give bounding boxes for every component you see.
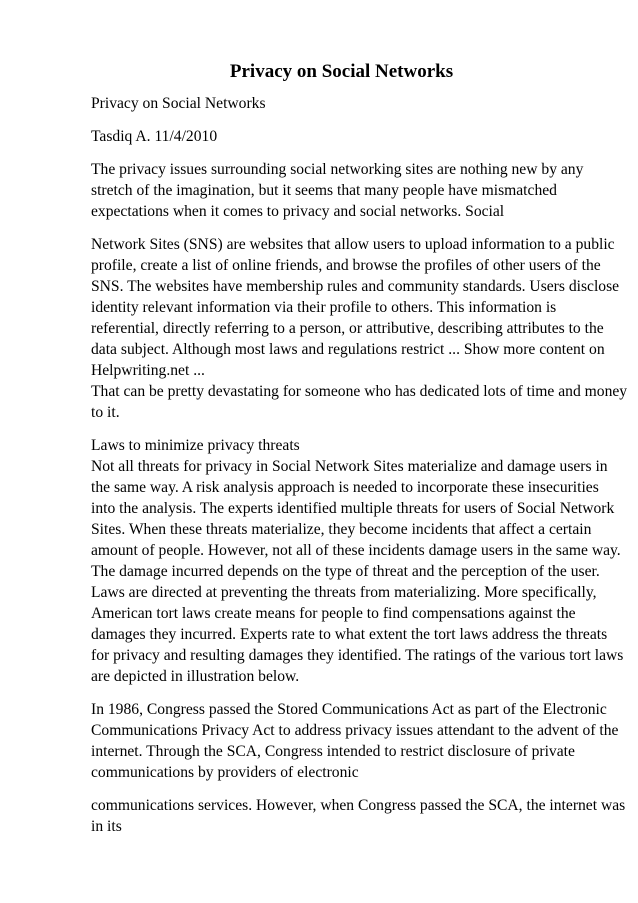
text-line: for privacy and resulting damages they identified. The ratings of the various tort laws — [91, 647, 624, 664]
paragraph-sns-definition — [91, 234, 628, 423]
text-line: to it. — [91, 404, 120, 421]
text-line: American tort laws create means for people to find compensations against the — [91, 605, 576, 622]
paragraph-gap — [91, 687, 601, 699]
text-line: Communications Privacy Act to address privacy issues attendant to the advent of the — [91, 722, 619, 739]
document-byline: Tasdiq A. 11/4/2010 — [91, 128, 218, 145]
paragraph-sca — [91, 699, 619, 783]
text-line: into the analysis. The experts identified multiple threats for users of Social Network — [91, 500, 615, 517]
text-line: the same way. A risk analysis approach is needed to incorporate these insecurities — [91, 479, 599, 496]
text-line: expectations when it comes to privacy and social networks. Social — [91, 203, 505, 220]
paragraph-sca-continued — [91, 795, 626, 837]
text-line: Laws to minimize privacy threats — [91, 437, 300, 454]
text-line: Sites. When these threats materialize, they become incidents that affect a certain — [91, 521, 592, 538]
text-line: communications services. However, when Congress passed the SCA, the internet was — [91, 797, 626, 814]
paragraph-gap — [91, 222, 601, 234]
document-body — [91, 93, 628, 837]
text-line: Not all threats for privacy in Social Network Sites materialize and damage users in — [91, 458, 608, 475]
text-line: damages they incurred. Experts rate to what extent the tort laws address the threats — [91, 626, 608, 643]
text-line: are depicted in illustration below. — [91, 668, 300, 685]
text-line: amount of people. However, not all of these incidents damage users in the same way. — [91, 542, 621, 559]
text-line: communications by providers of electronic — [91, 764, 359, 781]
text-line: identity relevant information via their profile to others. This information is — [91, 299, 557, 316]
text-line: Network Sites (SNS) are websites that allow users to upload information to a public — [91, 236, 615, 253]
text-line: internet. Through the SCA, Congress intended to restrict disclosure of private — [91, 743, 575, 760]
text-line: In 1986, Congress passed the Stored Communications Act as part of the Electronic — [91, 701, 607, 718]
paragraph-gap — [91, 783, 601, 795]
text-line: profile, create a list of online friends, and browse the profiles of other users of the — [91, 257, 601, 274]
text-line: in its — [91, 818, 122, 835]
document-title: Privacy on Social Networks — [229, 61, 454, 82]
text-line: Laws are directed at preventing the threats from materializing. More specifically, — [91, 584, 597, 601]
paragraph-gap — [91, 423, 601, 435]
document-subtitle: Privacy on Social Networks — [91, 95, 266, 112]
text-line: referential, directly referring to a person, or attributive, describing attributes to the — [91, 320, 604, 337]
text-line: Helpwriting.net ... — [91, 362, 205, 379]
text-line: The privacy issues surrounding social networking sites are nothing new by any — [91, 161, 584, 178]
text-line: data subject. Although most laws and regulations restrict ... Show more content on — [91, 341, 605, 358]
paragraph-gap — [91, 114, 601, 126]
text-line: stretch of the imagination, but it seems that many people have mismatched — [91, 182, 557, 199]
paragraph-intro — [91, 159, 601, 222]
paragraph-gap — [91, 147, 601, 159]
text-line: That can be pretty devastating for someone who has dedicated lots of time and money — [91, 383, 628, 400]
paragraph-laws — [91, 435, 624, 687]
text-line: The damage incurred depends on the type of threat and the perception of the user. — [91, 563, 600, 580]
text-line: SNS. The websites have membership rules and community standards. Users disclose — [91, 278, 620, 295]
